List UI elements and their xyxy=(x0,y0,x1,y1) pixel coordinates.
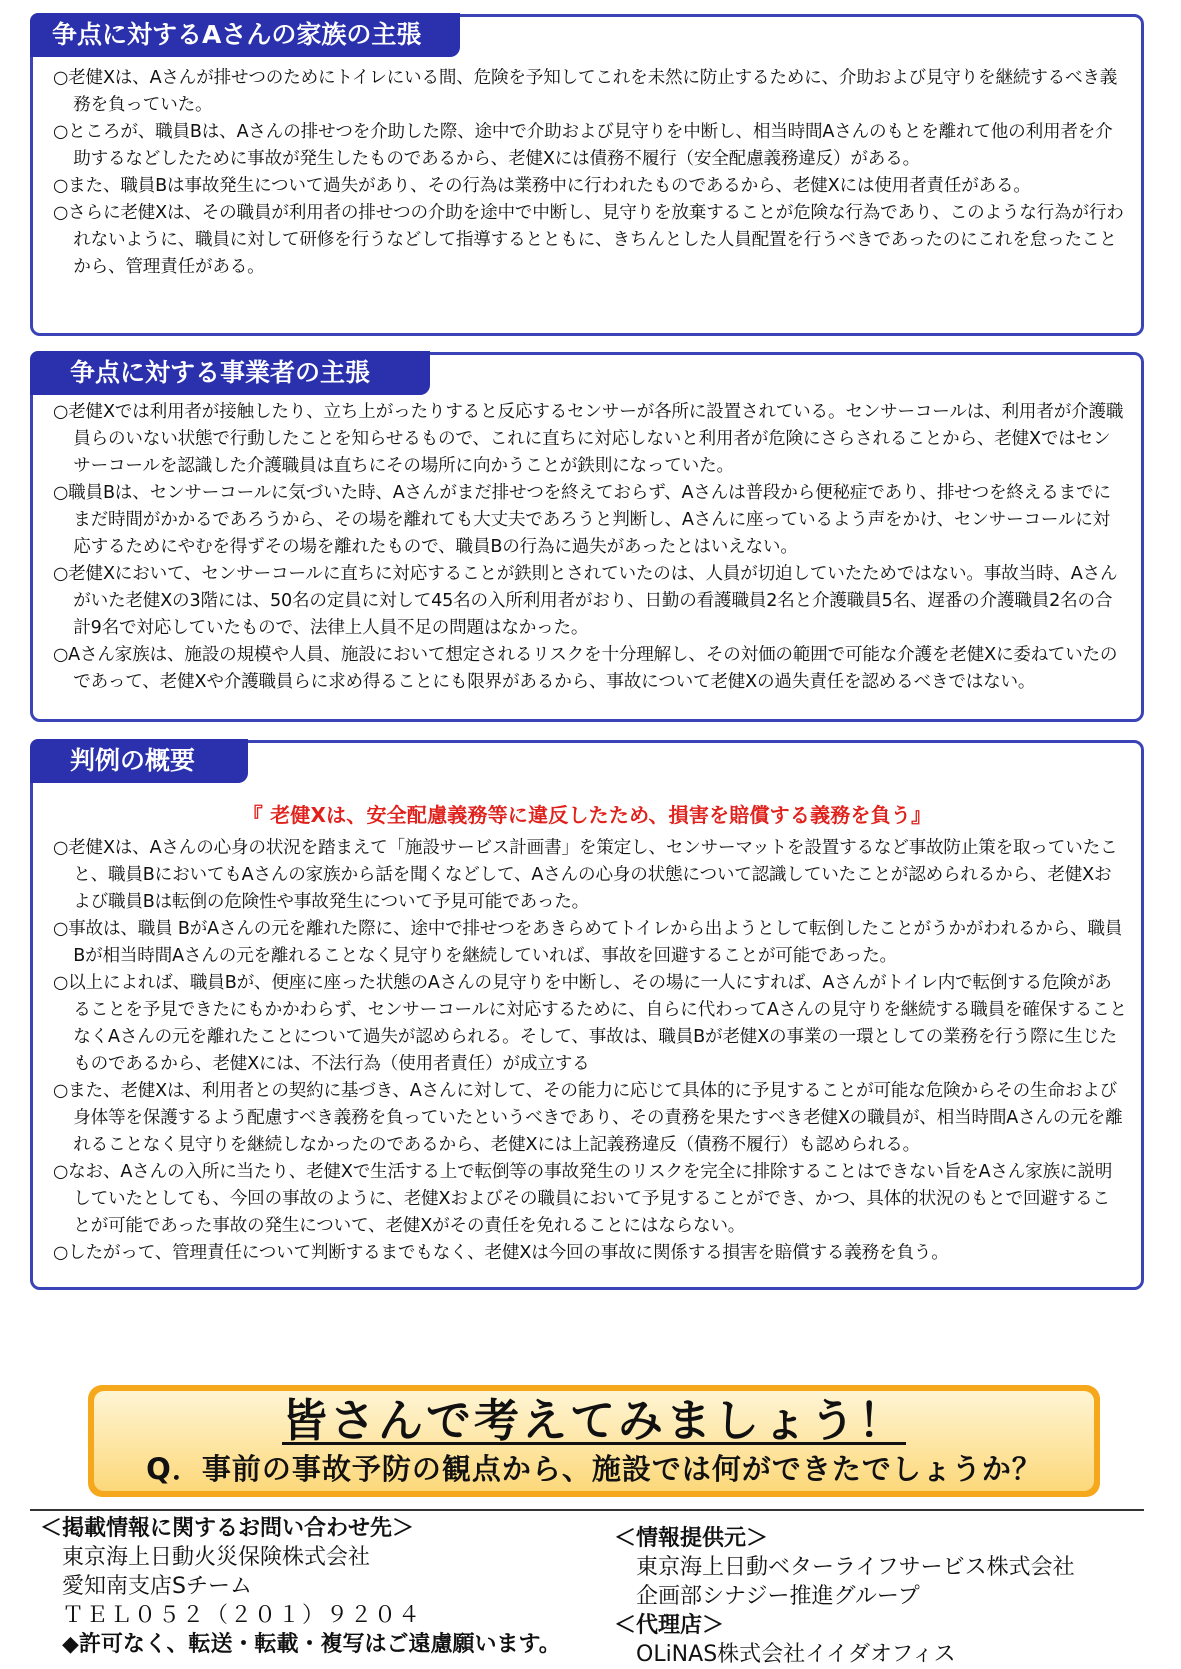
discussion-callout xyxy=(88,1385,1100,1497)
provider-company: 東京海上日動ベターライフサービス株式会社 xyxy=(636,1555,1075,1580)
ruling-list xyxy=(53,835,1127,1267)
list-item: ○さらに老健Xは、その職員が利用者の排せつの介助を途中で中断し、見守りを放棄することが危険な行為であり、このような行為が行われないように、職員に対して研修を行うなどして指導するとともに、きちんとした人員配置を行うべきであったのにこれを怠ったことから、管理責任がある。 xyxy=(53,203,1124,277)
contact-heading: ＜掲載情報に関するお問い合わせ先＞ xyxy=(40,1516,415,1541)
discussion-question: Q．事前の事故予防の観点から、施設では何ができたでしょうか？ xyxy=(146,1452,1042,1486)
provider-info xyxy=(614,1524,1075,1669)
list-item: ○老健Xでは利用者が接触したり、立ち上がったりすると反応するセンサーが各所に設置されている。センサーコールは、利用者が介護職員らのいない状態で行動したことを知らせるもので、これに直ちに対応しないと利用者が危険にさらされることから、老健Xではセンサーコールを認識した介護職員は直ちにその場所に向かうことが鉄則になっていた。 xyxy=(53,402,1124,476)
operator-claims-list xyxy=(53,399,1127,696)
ruling-verdict: 『 老健Xは、安全配慮義務等に違反したため、損害を賠償する義務を負う』 xyxy=(242,803,932,827)
list-item: ○また、老健Xは、利用者との契約に基づき、Aさんに対して、その能力に応じて具体的に予見することが可能な危険からその生命および身体等を保護するよう配慮すべき義務を負っていたというべきであり、その責務を果たすべき老健Xの職員が、相当時間Aさんの元を離れることなく見守りを継続しなかったのであるから、老健Xには上記義務違反（債務不履行）も認められる。 xyxy=(53,1081,1123,1155)
provider-dept: 企画部シナジー推進グループ xyxy=(636,1584,920,1609)
contact-tel: ＴＥＬ０５２（２０１）９２０４ xyxy=(62,1603,423,1628)
family-claims-tab: 争点に対するAさんの家族の主張 xyxy=(30,13,460,57)
list-item: ○したがって、管理責任について判断するまでもなく、老健Xは今回の事故に関係する損害を賠償する義務を負う。 xyxy=(53,1243,949,1263)
list-item: ○職員Bは、センサーコールに気づいた時、Aさんがまだ排せつを終えておらず、Aさんは普段から便秘症であり、排せつを終えるまでにまだ時間がかかるであろうから、その場を離れても大丈夫であろうと判断し、Aさんに座っているよう声をかけ、センサーコールに対応するためにやむを得ずその場を離れたもので、職員Bの行為に過失があったとはいえない。 xyxy=(53,483,1111,557)
list-item: ○以上によれば、職員Bが、便座に座った状態のAさんの見守りを中断し、その場に一人にすれば、Aさんがトイレ内で転倒する危険があることを予見できたにもかかわらず、センサーコールに対応するために、自らに代わってAさんの見守りを継続する職員を確保することなくAさんの元を離れたことについて過失が認められる。そして、事故は、職員Bが老健Xの事業の一環としての業務を行う際に生じたものであるから、老健Xには、不法行為（使用者責任）が成立する xyxy=(53,973,1127,1074)
contact-company: 東京海上日動火災保険株式会社 xyxy=(62,1545,371,1570)
contact-branch: 愛知南支店Sチーム xyxy=(62,1574,252,1599)
agent-name: OLiNAS株式会社イイダオフィス xyxy=(636,1642,956,1667)
operator-claims-panel xyxy=(30,352,1144,722)
provider-heading: ＜情報提供元＞ xyxy=(614,1526,769,1551)
list-item: ○老健Xは、Aさんが排せつのためにトイレにいる間、危険を予知してこれを未然に防止するために、介助および見守りを継続するべき義務を負っていた。 xyxy=(53,68,1118,115)
list-item: ○老健Xにおいて、センサーコールに直ちに対応することが鉄則とされていたのは、人員が切迫していたためではない。事故当時、Aさんがいた老健Xの3階には、50名の定員に対して45名の入所利用者がおり、日勤の看護職員2名と介護職員5名、遅番の介護職員2名の合計9名で対応していたもので、法律上人員不足の問題はなかった。 xyxy=(53,564,1118,638)
list-item: ○なお、Aさんの入所に当たり、老健Xで生活する上で転倒等の事故発生のリスクを完全に排除することはできない旨をAさん家族に説明していたとしても、今回の事故のように、老健Xおよびその職員において予見することができ、かつ、具体的状況のもとで回避することが可能であった事故の発生について、老健Xがその責任を免れることにはならない。 xyxy=(53,1162,1113,1236)
list-item: ○また、職員Bは事故発生について過失があり、その行為は業務中に行われたものであるから、老健Xには使用者責任がある。 xyxy=(53,176,1031,196)
family-claims-panel xyxy=(30,14,1144,336)
ruling-tab: 判例の概要 xyxy=(30,739,248,783)
operator-claims-tab: 争点に対する事業者の主張 xyxy=(30,351,430,395)
agent-heading: ＜代理店＞ xyxy=(614,1613,725,1638)
list-item: ○老健Xは、Aさんの心身の状況を踏まえて「施設サービス計画書」を策定し、センサーマットを設置するなど事故防止策を取っていたこと、職員BにおいてもAさんの家族から話を聞くなどして、Aさんの心身の状態について認識していたことが認められるから、老健Xおよび職員Bは転倒の危険性や事故発生について予見可能であった。 xyxy=(53,838,1118,912)
footer-divider xyxy=(30,1509,1144,1511)
list-item: ○Aさん家族は、施設の規模や人員、施設において想定されるリスクを十分理解し、その対価の範囲で可能な介護を老健Xに委ねていたのであって、老健Xや介護職員らに求め得ることにも限界があるから、事故について老健Xの過失責任を認めるべきではない。 xyxy=(53,645,1118,692)
contact-info xyxy=(40,1514,561,1659)
list-item: ○ところが、職員Bは、Aさんの排せつを介助した際、途中で介助および見守りを中断し、相当時間Aさんのもとを離れて他の利用者を介助するなどしたために事故が発生したものであるから、老健Xには債務不履行（安全配慮義務違反）がある。 xyxy=(53,122,1113,169)
discussion-callout-inner xyxy=(94,1391,1094,1491)
discussion-title: 皆さんで考えてみましょう！ xyxy=(281,1394,906,1447)
copy-notice: ◆許可なく、転送・転載・複写はご遠慮願います。 xyxy=(62,1632,561,1657)
list-item: ○事故は、職員 BがAさんの元を離れた際に、途中で排せつをあきらめてトイレから出ようとして転倒したことがうかがわれるから、職員Bが相当時間Aさんの元を離れることなく見守りを継続していれば、事故を回避することが可能であった。 xyxy=(53,919,1123,966)
ruling-panel xyxy=(30,740,1144,1290)
family-claims-list xyxy=(53,65,1127,281)
